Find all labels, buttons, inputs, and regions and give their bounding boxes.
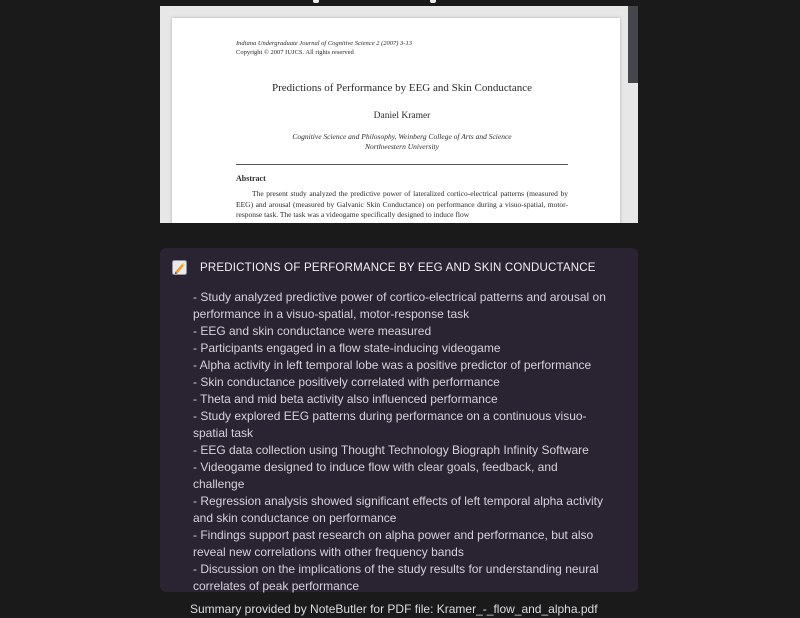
abstract-text: The present study analyzed the predictive power of lateralized cortico-electrical patterns (measured by EEG) and arousal (measured by Galvanic Skin Conductance) on performance during a visuo-spatial, motor-response task. The task was a videogame specifically designed to induce flow xyxy=(236,189,568,219)
summary-bullet: - Participants engaged in a flow state-inducing videogame xyxy=(193,341,501,355)
pdf-page xyxy=(172,18,620,223)
summary-bullet: - Skin conductance positively correlated with performance xyxy=(193,375,500,389)
summary-header xyxy=(160,248,638,275)
summary-panel xyxy=(160,248,638,616)
copyright-line: Copyright © 2007 IUJCS. All rights reserved xyxy=(236,49,354,56)
affiliation-line-1: Cognitive Science and Philosophy, Weinberg College of Arts and Science xyxy=(292,132,512,141)
summary-bullet-list xyxy=(193,289,610,595)
summary-bullet: - Discussion on the implications of the study results for understanding neural correlates of peak performance xyxy=(193,562,599,593)
summary-bullet: - Findings support past research on alpha power and performance, but also reveal new correlations with other frequency bands xyxy=(193,528,594,559)
affiliation-line-2: Northwestern University xyxy=(365,142,439,151)
summary-bullet: - Alpha activity in left temporal lobe was a positive predictor of performance xyxy=(193,358,592,372)
summary-bullet: - EEG data collection using Thought Technology Biograph Infinity Software xyxy=(193,443,589,457)
paper-title: Predictions of Performance by EEG and Skin Conductance xyxy=(272,82,532,94)
scrollbar-track[interactable] xyxy=(628,6,638,223)
cropped-text-fragment xyxy=(430,0,436,3)
cropped-text-fragment xyxy=(313,0,319,3)
summary-footer: Summary provided by NoteButler for PDF file: Kramer_-_flow_and_alpha.pdf xyxy=(190,602,598,616)
summary-bullet: - Videogame designed to induce flow with clear goals, feedback, and challenge xyxy=(193,460,558,491)
summary-bullet: - Study analyzed predictive power of cortico-electrical patterns and arousal on performance in a visuo-spatial, motor-response task xyxy=(193,290,606,321)
summary-bullet: - Study explored EEG patterns during performance on a continuous visuo-spatial task xyxy=(193,409,587,440)
abstract-heading: Abstract xyxy=(236,174,266,183)
summary-bullet: - EEG and skin conductance were measured xyxy=(193,324,432,338)
pdf-viewer[interactable] xyxy=(160,6,638,223)
summary-bullet: - Regression analysis showed significant effects of left temporal alpha activity and skin conductance on performance xyxy=(193,494,603,525)
section-divider xyxy=(236,164,568,165)
memo-icon xyxy=(172,260,187,275)
summary-title: PREDICTIONS OF PERFORMANCE BY EEG AND SKIN CONDUCTANCE xyxy=(200,261,596,274)
paper-affiliation xyxy=(236,132,568,152)
journal-citation: Indiana Undergraduate Journal of Cognitive Science 2 (2007) 3-13 xyxy=(236,40,412,47)
paper-author: Daniel Kramer xyxy=(373,111,431,121)
scrollbar-thumb[interactable] xyxy=(628,6,638,83)
summary-bullet: - Theta and mid beta activity also influenced performance xyxy=(193,392,498,406)
